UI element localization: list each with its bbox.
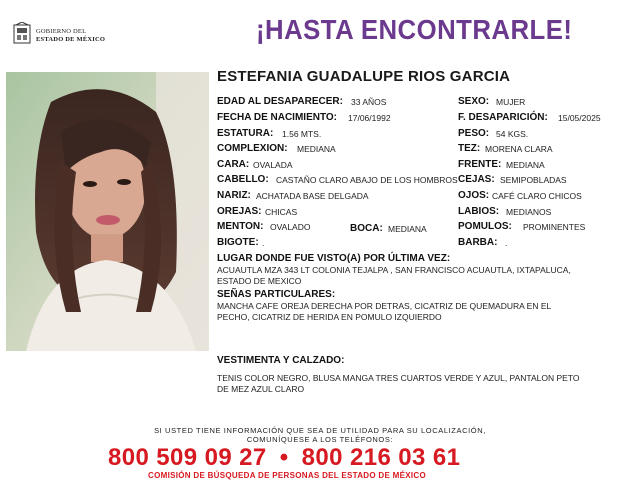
marks-label: SEÑAS PARTICULARES: <box>217 289 336 300</box>
value-edad: 33 AÑOS <box>351 97 387 107</box>
label-boca: BOCA: <box>350 223 383 234</box>
label-edad: EDAD AL DESAPARECER: <box>217 96 343 107</box>
label-pomulos: POMULOS: <box>458 221 512 232</box>
last-seen-line1: ACUAUTLA MZA 343 LT COLONIA TEJALPA , SAN FRANCISCO ACUAUTLA, IXTAPALUCA, <box>217 265 571 275</box>
portrait-image <box>6 72 209 351</box>
government-logo <box>12 22 122 48</box>
value-desaparicion: 15/05/2025 <box>558 113 601 123</box>
commission-name: COMISIÓN DE BÚSQUEDA DE PERSONAS DEL ESTADO DE MÉXICO <box>148 471 427 480</box>
label-estatura: ESTATURA: <box>217 128 274 139</box>
value-barba: . <box>505 238 508 248</box>
phone-separator: • <box>279 444 289 471</box>
label-complexion: COMPLEXION: <box>217 143 288 154</box>
headline: ¡HASTA ENCONTRARLE! <box>256 14 573 45</box>
gov-line1: GOBIERNO DEL <box>36 28 87 35</box>
state-crest-icon <box>12 22 32 46</box>
marks-line1: MANCHA CAFE OREJA DERECHA POR DETRAS, CICATRIZ DE QUEMADURA EN EL <box>217 301 552 311</box>
clothing-line2: DE MEZ AZUL CLARO <box>217 384 305 394</box>
label-cabello: CABELLO: <box>217 174 269 185</box>
last-seen-value <box>217 265 637 287</box>
value-cara: OVALADA <box>253 160 293 170</box>
person-photo <box>6 72 209 351</box>
label-cara: CARA: <box>217 159 250 170</box>
value-complexion: MEDIANA <box>297 144 336 154</box>
label-peso: PESO: <box>458 128 490 139</box>
label-orejas: OREJAS: <box>217 206 262 217</box>
value-menton: OVALADO <box>270 222 311 232</box>
value-bigote: . <box>262 238 265 248</box>
value-labios: MEDIANOS <box>506 207 552 217</box>
label-tez: TEZ: <box>458 143 481 154</box>
label-ojos: OJOS: <box>458 190 490 201</box>
clothing-value <box>217 373 637 395</box>
value-frente: MEDIANA <box>506 160 545 170</box>
person-name: ESTEFANIA GUADALUPE RIOS GARCIA <box>217 68 511 85</box>
value-estatura: 1.56 MTS. <box>282 129 322 139</box>
gov-line2: ESTADO DE MÉXICO <box>36 36 106 43</box>
label-desaparicion: F. DESAPARICIÓN: <box>458 112 548 123</box>
contact-note-line1: SI USTED TIENE INFORMACIÓN QUE SEA DE UTILIDAD PARA SU LOCALIZACIÓN, <box>154 426 486 435</box>
label-barba: BARBA: <box>458 237 498 248</box>
value-pomulos: PROMINENTES <box>523 222 586 232</box>
value-peso: 54 KGS. <box>496 129 529 139</box>
value-ojos: CAFÉ CLARO CHICOS <box>492 191 582 201</box>
value-orejas: CHICAS <box>265 207 298 217</box>
last-seen-label: LUGAR DONDE FUE VISTO(A) POR ÚLTIMA VEZ: <box>217 253 451 264</box>
label-nariz: NARIZ: <box>217 190 251 201</box>
value-tez: MORENA CLARA <box>485 144 553 154</box>
label-sexo: SEXO: <box>458 96 490 107</box>
value-boca: MEDIANA <box>388 224 427 234</box>
marks-value <box>217 301 637 323</box>
label-cejas: CEJAS: <box>458 174 495 185</box>
contact-note <box>130 426 510 444</box>
phone-number-2[interactable]: 800 216 03 61 <box>301 444 461 471</box>
label-nacimiento: FECHA DE NACIMIENTO: <box>217 112 337 123</box>
value-cabello: CASTAÑO CLARO ABAJO DE LOS HOMBROS <box>276 175 458 185</box>
label-bigote: BIGOTE: <box>217 237 259 248</box>
value-nariz: ACHATADA BASE DELGADA <box>256 191 369 201</box>
phone-number-1[interactable]: 800 509 09 27 <box>108 444 267 471</box>
marks-line2: PECHO, CICATRIZ DE HERIDA EN POMULO IZQUIERDO <box>217 312 442 322</box>
phone-numbers <box>108 444 460 472</box>
value-sexo: MUJER <box>496 97 526 107</box>
label-menton: MENTON: <box>217 221 264 232</box>
value-nacimiento: 17/06/1992 <box>348 113 391 123</box>
value-cejas: SEMIPOBLADAS <box>500 175 567 185</box>
last-seen-line2: ESTADO DE MEXICO <box>217 276 302 286</box>
clothing-label: VESTIMENTA Y CALZADO: <box>217 355 345 366</box>
clothing-line1: TENIS COLOR NEGRO, BLUSA MANGA TRES CUARTOS VERDE Y AZUL, PANTALON PETO <box>217 373 580 383</box>
label-labios: LABIOS: <box>458 206 500 217</box>
contact-note-line2: COMUNÍQUESE A LOS TELÉFONOS: <box>246 435 394 444</box>
label-frente: FRENTE: <box>458 159 502 170</box>
